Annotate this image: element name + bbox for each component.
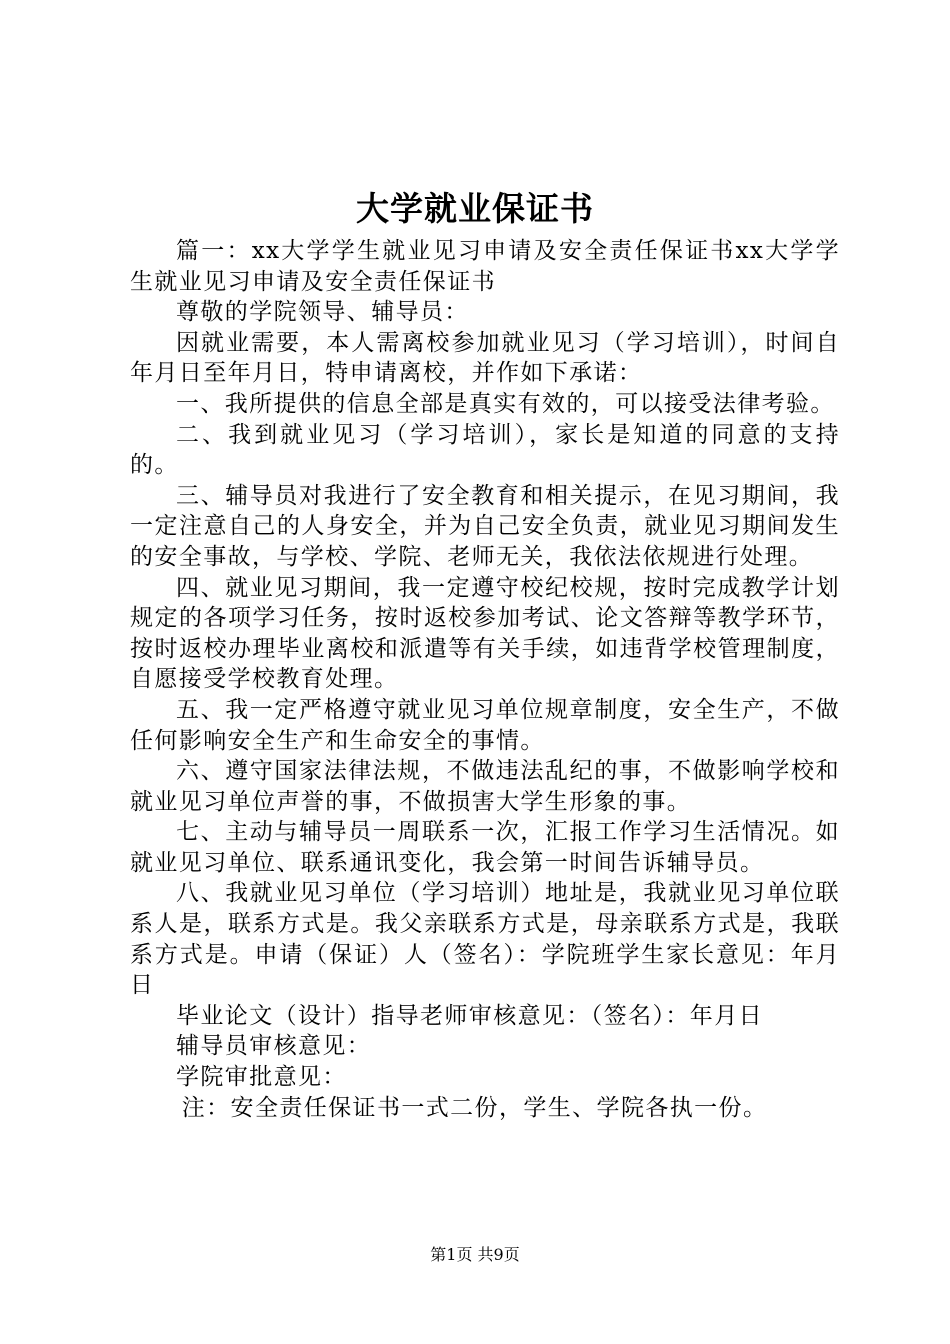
- document-title: 大学就业保证书: [356, 189, 594, 228]
- page-indicator: 第1页 共9页: [430, 1245, 520, 1264]
- paragraph-request: 因就业需要，本人需离校参加就业见习（学习培训），时间自年月日至年月日，特申请离校，并作如下承诺：: [130, 329, 840, 387]
- paragraph-promise-5: 五、我一定严格遵守就业见习单位规章制度，安全生产，不做任何影响安全生产和生命安全的事情。: [130, 696, 840, 754]
- advisor-review-line: 毕业论文（设计）指导老师审核意见：（签名）：年月日: [176, 1002, 763, 1029]
- paragraph-promise-1: 一、我所提供的信息全部是真实有效的，可以接受法律考验。: [176, 390, 835, 417]
- paragraph-heading: 篇一：xx大学学生就业见习申请及安全责任保证书xx大学学生就业见习申请及安全责任保证书: [130, 238, 840, 295]
- paragraph-promise-7: 七、主动与辅导员一周联系一次，汇报工作学习生活情况。如就业见习单位、联系通讯变化，我会第一时间告诉辅导员。: [130, 819, 840, 876]
- document-body: [130, 236, 840, 1123]
- paragraph-promise-8: 八、我就业见习单位（学习培训）地址是，我就业见习单位联系人是，联系方式是。我父亲联系方式是，母亲联系方式是，我联系方式是。申请（保证）人（签名）：学院班学生家长意见：年月日: [130, 880, 840, 999]
- paragraph-promise-4: 四、就业见习期间，我一定遵守校纪校规，按时完成教学计划规定的各项学习任务，按时返校参加考试、论文答辩等教学环节，按时返校办理毕业离校和派遣等有关手续，如违背学校管理制度，自愿接受学校教育处理。: [130, 574, 840, 693]
- document-note: 注：安全责任保证书一式二份，学生、学院各执一份。: [181, 1094, 768, 1121]
- college-approval-line: 学院审批意见：: [176, 1064, 347, 1091]
- paragraph-promise-6: 六、遵守国家法律法规，不做违法乱纪的事，不做影响学校和就业见习单位声誉的事，不做损害大学生形象的事。: [130, 758, 840, 815]
- paragraph-promise-2: 二、我到就业见习（学习培训），家长是知道的同意的支持的。: [130, 421, 840, 479]
- counselor-review-line: 辅导员审核意见：: [176, 1033, 372, 1060]
- paragraph-salutation: 尊敬的学院领导、辅导员：: [176, 299, 469, 326]
- paragraph-promise-3: 三、辅导员对我进行了安全教育和相关提示，在见习期间，我一定注意自己的人身安全，并为自己安全负责，就业见习期间发生的安全事故，与学校、学院、老师无关，我依法依规进行处理。: [130, 482, 840, 570]
